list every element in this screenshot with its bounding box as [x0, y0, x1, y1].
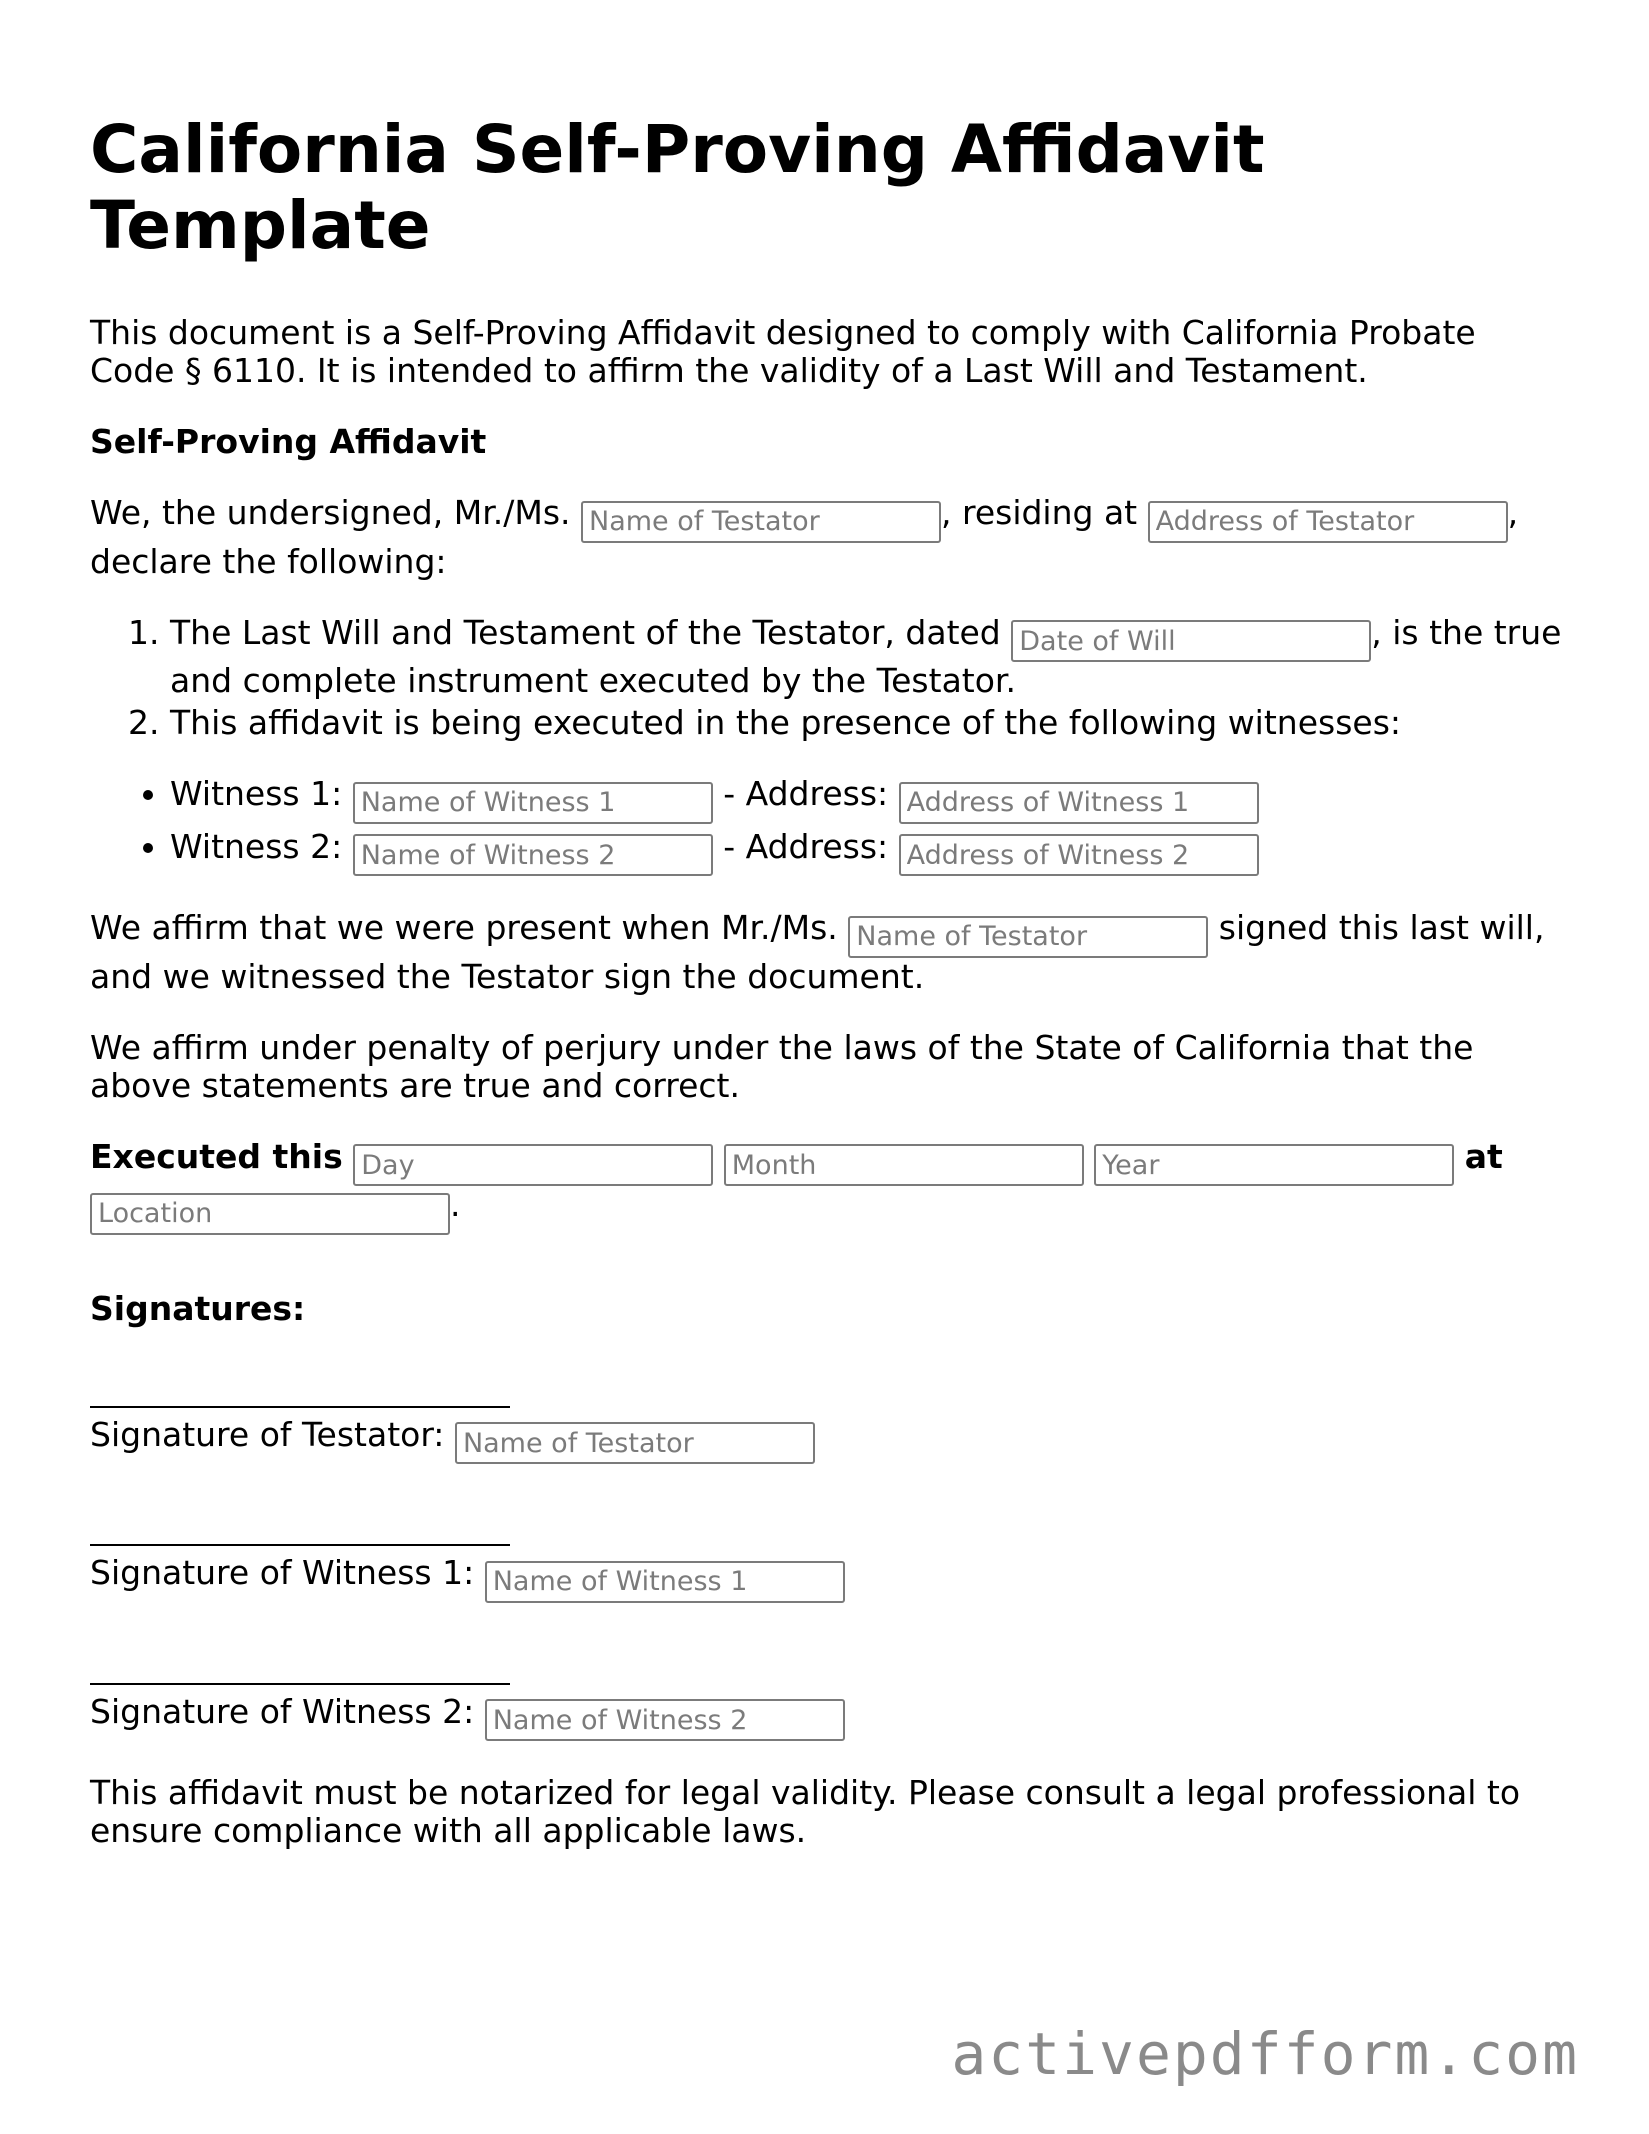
executed-year-input[interactable]: [1094, 1144, 1454, 1186]
signature-witness-1: [90, 1506, 1570, 1603]
will-date-suffix: , is the true and complete instrument executed by the Testator.: [170, 612, 1562, 700]
affirm-present-prefix: We affirm that we were present when Mr./Ms.: [90, 908, 838, 947]
witness-2-name-input[interactable]: [353, 834, 713, 876]
declaration-suffix: , declare the following:: [90, 493, 1519, 581]
signature-witness-1-label: Signature of Witness 1:: [90, 1553, 475, 1592]
declaration-middle: , residing at: [941, 493, 1138, 532]
witness-1-address-label: - Address:: [723, 774, 889, 813]
list-item: 2. This affidavit is being executed in the presence of the following witnesses:: [170, 704, 1570, 742]
page-title: California Self-Proving Affidavit Template: [90, 111, 1265, 264]
witness-2-address-label: - Address:: [723, 826, 889, 866]
executed-prefix: Executed this: [90, 1136, 343, 1176]
affirm-testator-name-input[interactable]: [848, 916, 1208, 958]
affirm-present-paragraph: [90, 909, 1570, 996]
witness-1-address-input[interactable]: [899, 782, 1259, 824]
signature-line[interactable]: [90, 1506, 510, 1546]
signature-testator-name-input[interactable]: [455, 1422, 815, 1464]
document-page: [90, 112, 1570, 1883]
signature-witness-1-name-input[interactable]: [485, 1561, 845, 1603]
declaration-prefix: We, the undersigned, Mr./Ms.: [90, 493, 571, 532]
signature-witness-2: [90, 1645, 1570, 1742]
declaration-paragraph: [90, 494, 1570, 581]
signature-witness-2-label: Signature of Witness 2:: [90, 1691, 475, 1731]
executed-location-input[interactable]: [90, 1193, 450, 1235]
executed-end: .: [450, 1185, 461, 1224]
declaration-list: [90, 614, 1570, 743]
list-item: [170, 614, 1570, 701]
signature-witness-2-name-input[interactable]: [485, 1699, 845, 1741]
witness-row-2: [170, 828, 1570, 877]
watermark: activepdfform.com: [951, 2020, 1579, 2088]
will-date-input[interactable]: [1011, 620, 1371, 662]
executed-day-input[interactable]: [353, 1144, 713, 1186]
signature-testator: [90, 1368, 1570, 1465]
executed-month-input[interactable]: [724, 1144, 1084, 1186]
signatures-heading: Signatures:: [90, 1288, 306, 1328]
testator-address-input[interactable]: [1148, 501, 1508, 543]
witness-row-1: [170, 775, 1570, 824]
intro-paragraph: This document is a Self-Proving Affidavit designed to comply with California Probate Code § 6110. It is intended to affirm the validity of a Last Will and Testament.: [90, 313, 1476, 390]
affirm-present-suffix: signed this last will, and we witnessed the Testator sign the document.: [90, 908, 1545, 996]
signature-testator-label: Signature of Testator:: [90, 1414, 445, 1454]
executed-at: at: [1464, 1136, 1503, 1176]
witness-2-label: Witness 2:: [170, 826, 343, 866]
witness-1-label: Witness 1:: [170, 774, 343, 813]
witness-list: [90, 775, 1570, 876]
section-heading: Self-Proving Affidavit: [90, 422, 487, 461]
testator-name-input[interactable]: [581, 501, 941, 543]
signature-line[interactable]: [90, 1368, 510, 1408]
affirm-perjury-paragraph: We affirm under penalty of perjury under the laws of the State of California that the above statements are true and correct.: [90, 1027, 1474, 1105]
witness-1-name-input[interactable]: [353, 782, 713, 824]
notice-paragraph: This affidavit must be notarized for legal validity. Please consult a legal professional to ensure compliance with all applicable laws.: [90, 1773, 1521, 1850]
signature-line[interactable]: [90, 1645, 510, 1685]
witness-2-address-input[interactable]: [899, 834, 1259, 876]
will-date-prefix: The Last Will and Testament of the Testator, dated: [170, 612, 1001, 652]
executed-line: [90, 1138, 1570, 1235]
